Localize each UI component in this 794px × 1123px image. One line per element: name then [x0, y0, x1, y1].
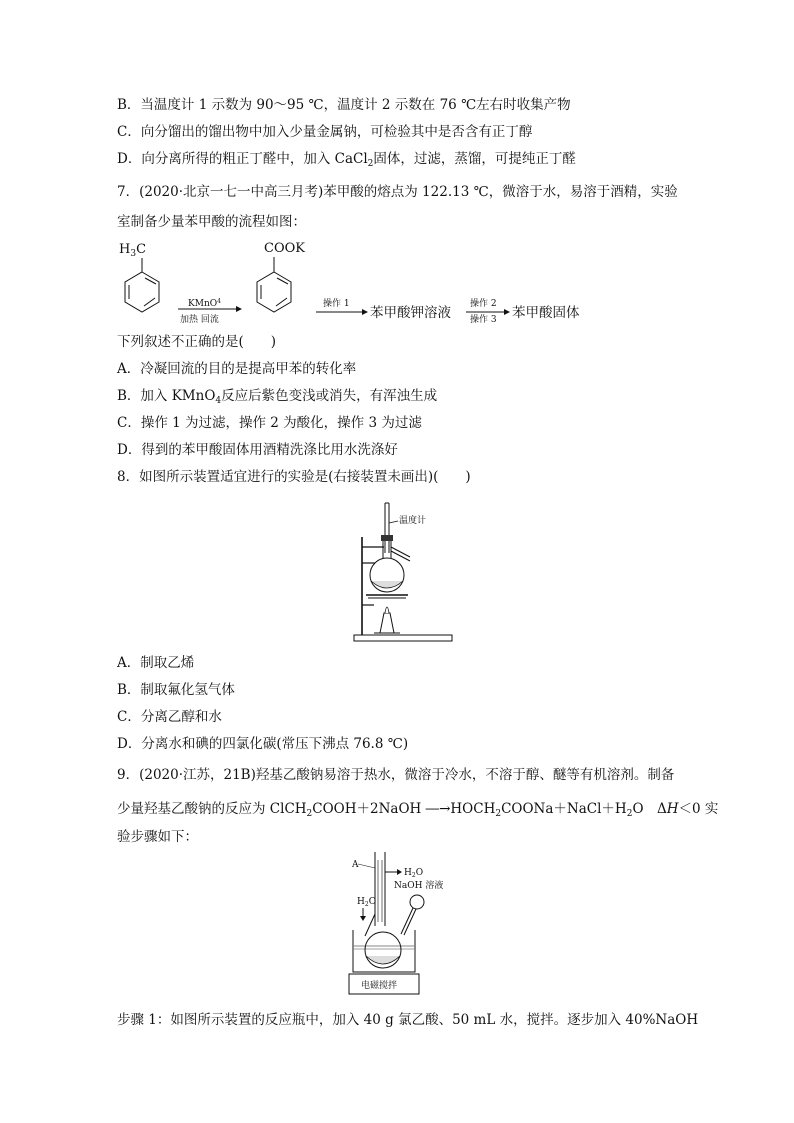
q7-option-d: D．得到的苯甲酸固体用酒精洗涤比用水洗涤好: [117, 442, 398, 458]
label-naoh: NaOH 溶液: [394, 881, 444, 891]
thermometer-label: 温度计: [399, 516, 427, 526]
q7-question: 下列叙述不正确的是( ): [117, 334, 277, 350]
label-a: A: [352, 860, 359, 870]
toluene-methyl-label: $H_3C$: [119, 242, 147, 259]
toluene-ring: [125, 272, 159, 312]
stirrer-label: 电磁搅拌: [361, 981, 398, 991]
q8-option-d: D．分离水和碘的四氯化碳(常压下沸点 76.8 ℃): [117, 736, 409, 752]
q7-flow-diagram: [112, 236, 592, 332]
benzoate-ring: [257, 272, 291, 312]
q9-reaction-apparatus: [345, 850, 455, 1000]
q7-option-a: A．冷凝回流的目的是提高甲苯的转化率: [117, 361, 357, 377]
q9-stem-line3: 验步骤如下：: [117, 829, 198, 845]
operation-3-label: 操作 3: [470, 315, 497, 325]
reagent-conditions: 加热 回流: [180, 315, 219, 325]
q7-stem-line2: 室制备少量苯甲酸的流程如图：: [117, 214, 306, 230]
q6-option-d: D．向分离所得的粗正丁醛中，加入 CaCl$_2$固体，过滤，蒸馏，可提纯正丁醛: [117, 151, 576, 169]
operation-2-label: 操作 2: [470, 299, 497, 309]
final-product-label: 苯甲酸固体: [512, 305, 580, 321]
q8-distillation-apparatus: [340, 497, 470, 647]
stand-base: [354, 635, 452, 641]
q7-option-c: C．操作 1 为过滤，操作 2 为酸化，操作 3 为过滤: [117, 415, 422, 431]
q7-option-b: B．加入 KMnO$_4$反应后紫色变浅或消失，有浑浊生成: [117, 388, 438, 406]
q9-step1: 步骤 1：如图所示装置的反应瓶中，加入 40 g 氯乙酸、50 mL 水，搅拌。逐步加入 40%NaOH: [117, 1012, 699, 1028]
dropping-funnel: [410, 895, 424, 909]
operation-1-label: 操作 1: [323, 299, 350, 309]
q8-option-a: A．制取乙烯: [117, 655, 195, 671]
label-water-in: $H_2O$: [357, 897, 377, 908]
q8-stem: 8．如图所示装置适宜进行的实验是(右接装置未画出)( ): [117, 469, 471, 485]
q9-equation-line: 少量羟基乙酸钠的反应为 ClCH$_2$COOH＋2NaOH $―\to HOCH_2COONa+NaCl+H_2O$ ΔH＜0 实: [117, 801, 719, 819]
q8-option-c: C．分离乙醇和水: [117, 709, 222, 725]
q7-stem-line1: 7．(2020·北京一七一中高三月考)苯甲酸的熔点为 122.13 ℃，微溶于水，易溶于酒精，实验: [117, 184, 678, 200]
intermediate-label: 苯甲酸钾溶液: [370, 305, 451, 321]
q6-option-b: B．当温度计 1 示数为 90～95 ℃，温度计 2 示数在 76 ℃左右时收集产物: [117, 97, 571, 113]
q8-option-b: B．制取氟化氢气体: [117, 682, 235, 698]
reagent-kmno4: KMnO$^4$: [188, 298, 221, 309]
label-water-out: $H_2O$: [404, 868, 424, 879]
q9-stem-line1: 9．(2020·江苏，21B)羟基乙酸钠易溶于热水，微溶于冷水，不溶于醇、醚等有机溶剂。制备: [117, 767, 675, 783]
stopper: [381, 535, 393, 541]
carboxylate-label: COOK: [264, 241, 305, 256]
alcohol-burner: [380, 613, 394, 633]
q6-option-c: C．向分馏出的馏出物中加入少量金属钠，可检验其中是否含有正丁醇: [117, 124, 533, 140]
